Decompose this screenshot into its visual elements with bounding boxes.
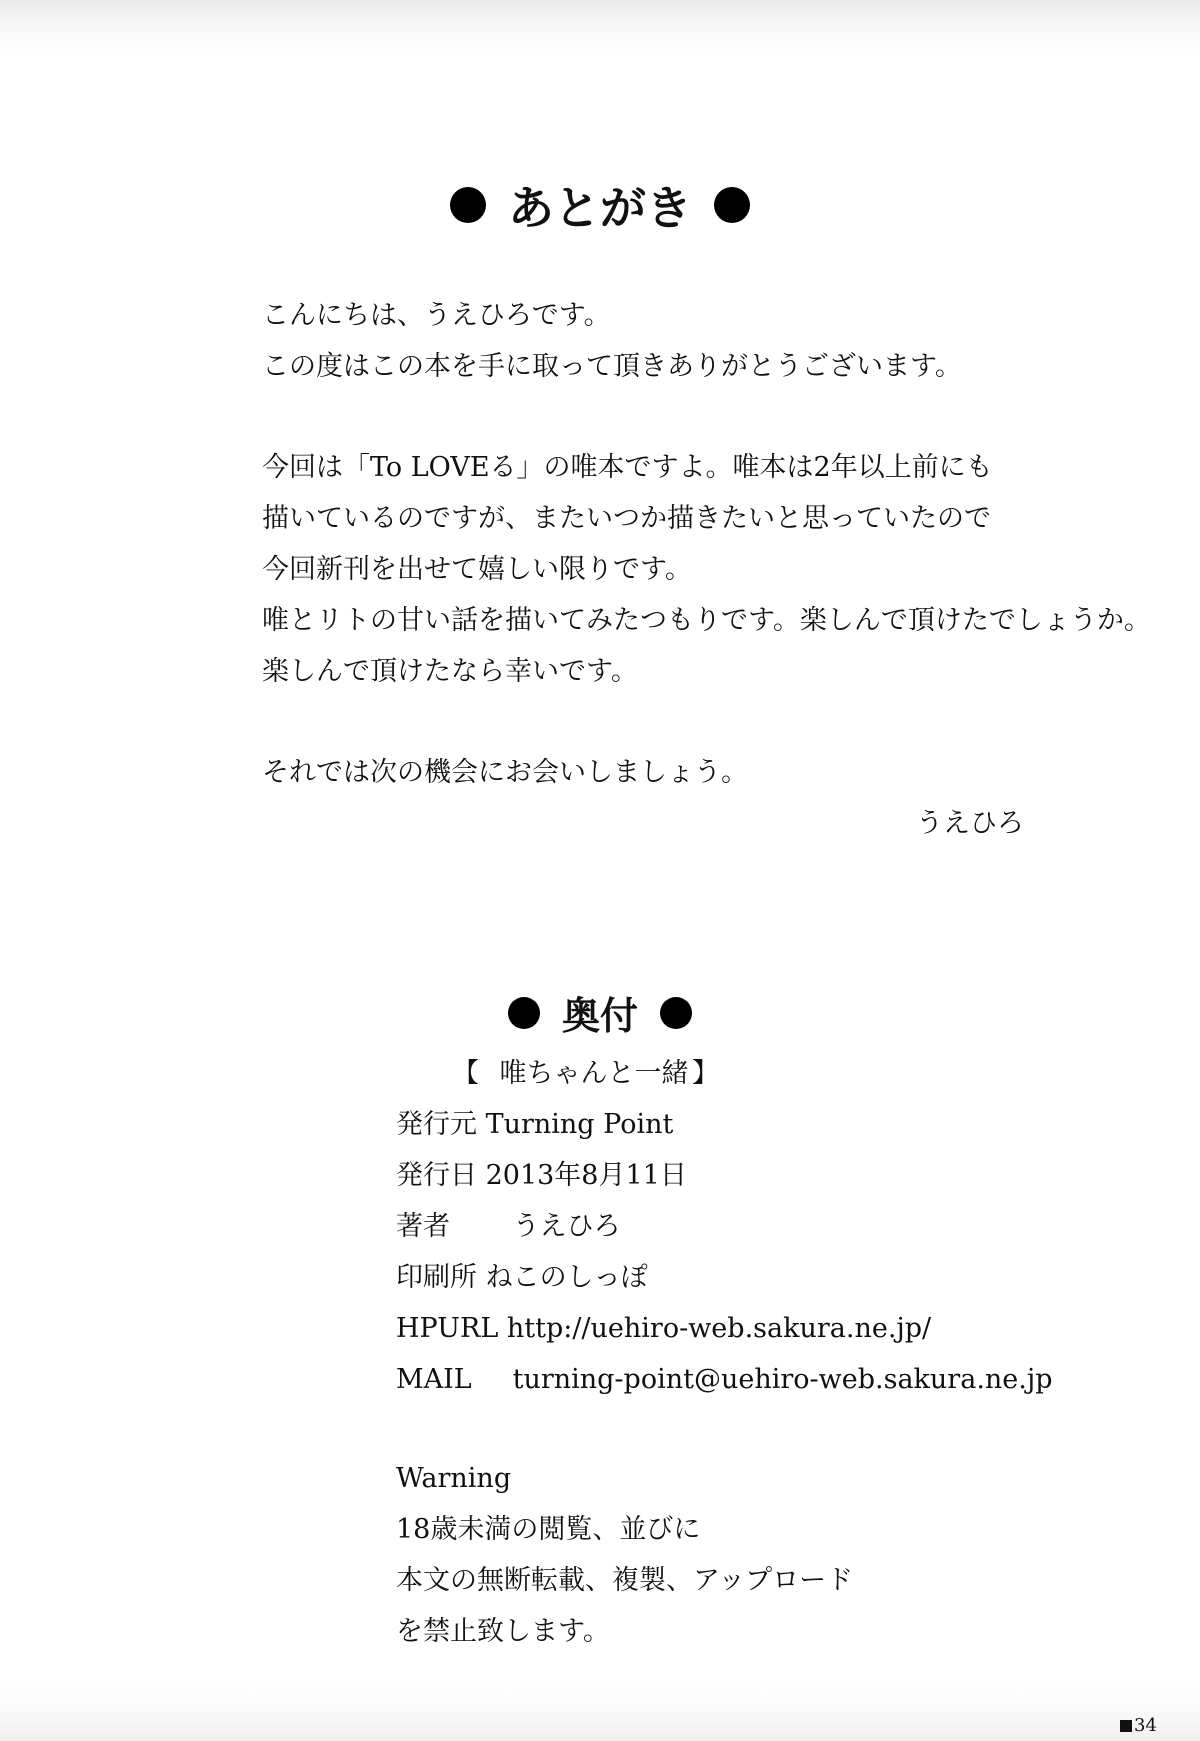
bullet-dot-icon <box>450 187 486 223</box>
author-value: うえひろ <box>512 1211 621 1242</box>
warning-line: を禁止致します。 <box>396 1616 610 1647</box>
printer-line <box>396 1252 1116 1303</box>
colophon-body <box>396 1048 1116 1657</box>
book-title-line <box>396 1048 1116 1099</box>
author-label: 著者 <box>396 1211 450 1242</box>
afterword-line: 唯とリトの甘い話を描いてみたつもりです。楽しんで頂けたでしょうか。 <box>262 605 1151 636</box>
publisher-label: 発行元 <box>396 1109 477 1140</box>
warning-line: 18歳未満の閲覧、並びに <box>396 1514 701 1545</box>
publisher-value: Turning Point <box>485 1109 674 1140</box>
section-gap <box>396 1405 1116 1453</box>
bullet-dot-icon <box>508 997 540 1029</box>
url-line <box>396 1303 1116 1354</box>
book-title: 唯ちゃんと一緒 <box>499 1058 689 1089</box>
afterword-body <box>262 290 1151 849</box>
publisher-line <box>396 1099 1116 1150</box>
afterword-line: 楽しんで頂けたなら幸いです。 <box>262 656 638 687</box>
afterword-line: こんにちは、うえひろです。 <box>262 300 611 331</box>
title-open-bracket: 【 <box>452 1058 479 1089</box>
mail-line <box>396 1354 1116 1405</box>
scan-edge-top <box>0 0 1200 56</box>
afterword-heading <box>0 172 1200 238</box>
author-signature: うえひろ <box>916 808 1024 839</box>
bullet-dot-icon <box>660 997 692 1029</box>
afterword-line: 今回新刊を出せて嬉しい限りです。 <box>262 554 692 585</box>
author-line <box>396 1201 1116 1252</box>
date-label: 発行日 <box>396 1160 477 1191</box>
afterword-line: 描いているのですが、またいつか描きたいと思っていたので <box>262 503 991 534</box>
printer-label: 印刷所 <box>396 1262 477 1293</box>
mail-label: MAIL <box>396 1364 472 1395</box>
url-label: HPURL <box>396 1313 499 1344</box>
colophon-heading <box>0 985 1200 1040</box>
afterword-line: この度はこの本を手に取って頂きありがとうございます。 <box>262 351 962 382</box>
page-number <box>1120 1715 1157 1736</box>
bullet-dot-icon <box>714 187 750 223</box>
warning-line: 本文の無断転載、複製、アップロード <box>396 1565 854 1596</box>
paragraph-gap <box>262 697 1082 747</box>
printer-value: ねこのしっぽ <box>485 1262 648 1293</box>
title-close-bracket: 】 <box>692 1058 719 1089</box>
warning-label: Warning <box>396 1463 512 1494</box>
afterword-line: それでは次の機会にお会いしましょう。 <box>262 757 748 788</box>
colophon-heading-text: 奥付 <box>561 994 638 1038</box>
date-line <box>396 1150 1116 1201</box>
afterword-heading-text: あとがき <box>508 181 692 235</box>
page-marker-square-icon <box>1120 1720 1132 1732</box>
url-value: http://uehiro-web.sakura.ne.jp/ <box>506 1313 932 1344</box>
page-number-text: 34 <box>1134 1715 1157 1736</box>
paragraph-gap <box>262 392 1082 442</box>
scan-edge-bottom <box>0 1680 1200 1741</box>
afterword-line: 今回は「To LOVEる」の唯本ですよ。唯本は2年以上前にも <box>262 452 993 483</box>
date-value: 2013年8月11日 <box>485 1160 687 1191</box>
mail-value: turning-point@uehiro-web.sakura.ne.jp <box>512 1364 1053 1395</box>
